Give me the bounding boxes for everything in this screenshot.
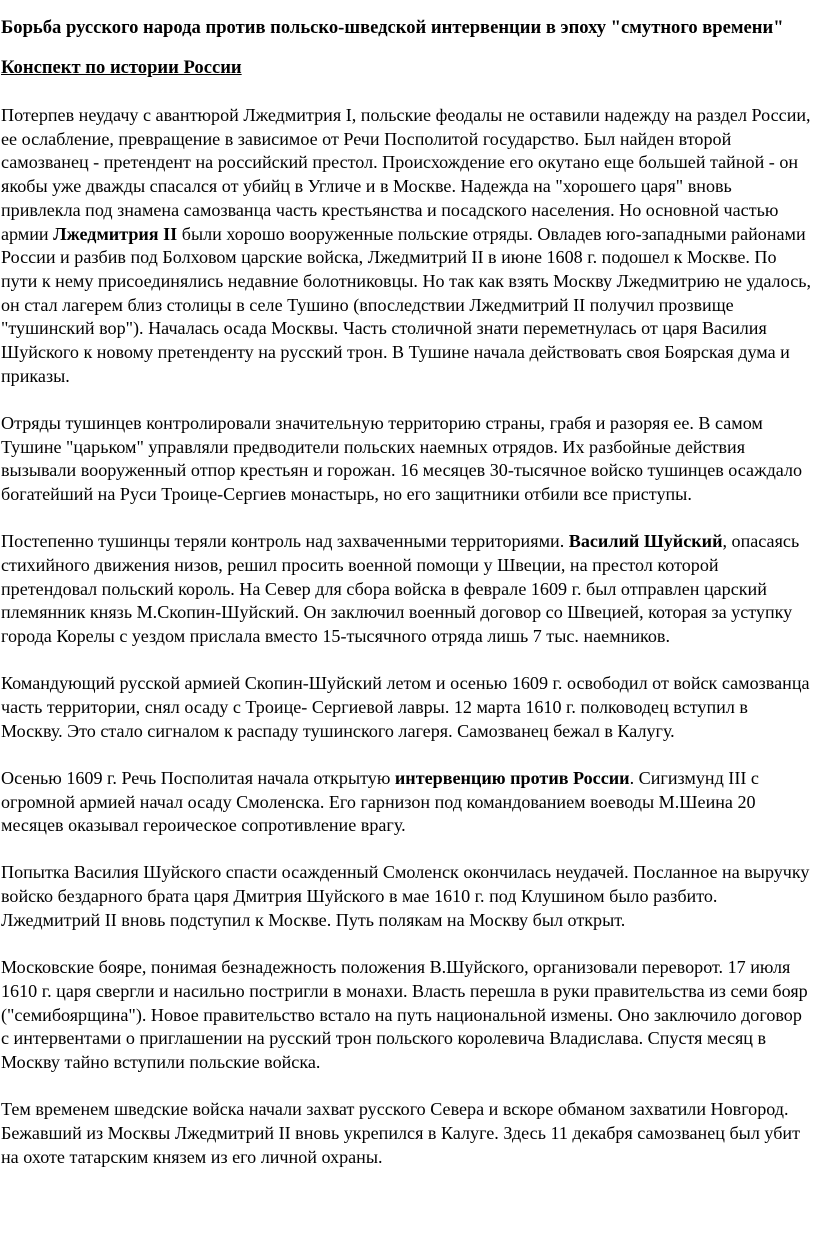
paragraph-5 (1, 767, 814, 838)
bold-term: интервенцию против России (394, 767, 630, 788)
bold-term: Лжедмитрия II (53, 223, 178, 244)
paragraph-3 (1, 530, 814, 649)
document-subtitle: Конспект по истории России (1, 57, 242, 78)
paragraph-text: Командующий русской армией Скопин-Шуйский летом и осенью 1609 г. освободил от войск самозванца часть территории, снял осаду с Троице- Сергиевой лавры. 12 марта 1610 г. полководец вступил в Москву. Это стало сигналом к распаду тушинского лагеря. Самозванец бежал в Калугу. (1, 673, 810, 741)
paragraph-8 (1, 1098, 814, 1169)
paragraph-2 (1, 412, 814, 507)
paragraph-text: были хорошо вооруженные польские отряды. Овладев юго-западными районами России и разбив под Болховом царские войска, Лжедмитрий II в июне 1608 г. подошел к Москве. По пути к нему присоединялись недавние болотниковцы. Но так как взять Москву Лжедмитрию не удалось, он стал лагерем близ столицы в селе Тушино (впоследствии Лжедмитрий II получил прозвище "тушинский вор"). Началась осада Москвы. Часть столичной знати переметнулась от царя Василия Шуйского к новому претенденту на русский трон. В Тушине начала действовать своя Боярская дума и приказы. (1, 223, 812, 386)
paragraph-7 (1, 956, 814, 1075)
paragraph-6 (1, 861, 814, 932)
paragraph-text: Потерпев неудачу с авантюрой Лжедмитрия I, польские феодалы не оставили надежду на раздел России, ее ослабление, превращение в зависимое от Речи Посполитой государство. Был найден второй самозванец - претендент на российский престол. Происхождение его окутано еще большей тайной - он якобы уже дважды спасался от убийц в Угличе и в Москве. Надежда на "хорошего царя" вновь привлекла под знамена самозванца часть крестьянства и посадского населения. Но основной частью армии (1, 105, 811, 244)
paragraph-text: Попытка Василия Шуйского спасти осажденный Смоленск окончилась неудачей. Посланное на выручку войско бездарного брата царя Дмитрия Шуйского в мае 1610 г. под Клушином было разбито. Лжедмитрий II вновь подступил к Москве. Путь полякам на Москву был открыт. (1, 862, 810, 930)
paragraph-text: Постепенно тушинцы теряли контроль над захваченными территориями. (1, 531, 569, 552)
paragraph-4 (1, 672, 814, 743)
paragraph-text: Московские бояре, понимая безнадежность положения В.Шуйского, организовали переворот. 17 июля 1610 г. царя свергли и насильно постригли в монахи. Власть перешла в руки правительства из семи бояр ("семибоярщина"). Новое правительство встало на путь национальной измены. Оно заключило договор с интервентами о приглашении на русский трон польского королевича Владислава. Спустя месяц в Москву тайно вступили польские войска. (1, 957, 808, 1072)
bold-term: Василий Шуйский (568, 531, 723, 552)
paragraph-text: Отряды тушинцев контролировали значительную территорию страны, грабя и разоряя ее. В самом Тушине "царьком" управляли предводители польских наемных отрядов. Их разбойные действия вызывали вооруженный отпор крестьян и горожан. 16 месяцев 30-тысячное войско тушинцев осаждало богатейший на Руси Троице-Сергиев монастырь, но его защитники отбили все приступы. (1, 412, 803, 505)
paragraph-1 (1, 104, 814, 388)
paragraph-text: Осенью 1609 г. Речь Посполитая начала открытую (1, 767, 395, 788)
document-title: Борьба русского народа против польско-шведской интервенции в эпоху "смутного времени" (1, 17, 784, 38)
paragraph-text: , опасаясь стихийного движения низов, решил просить военной помощи у Швеции, на престол которой претендовал польский король. На Север для сбора войска в феврале 1609 г. был отправлен царский племянник князь М.Скопин-Шуйский. Он заключил военный договор со Швецией, которая за уступку города Корелы с уездом прислала вместо 15-тысячного отряда лишь 7 тыс. наемников. (1, 531, 800, 647)
paragraph-text: . Сигизмунд III с огромной армией начал осаду Смоленска. Его гарнизон под командованием воеводы М.Шеина 20 месяцев оказывал героическое сопротивление врагу. (1, 767, 759, 836)
paragraph-text: Тем временем шведские войска начали захват русского Севера и вскоре обманом захватили Новгород. Бежавший из Москвы Лжедмитрий II вновь укрепился в Калуге. Здесь 11 декабря самозванец был убит на охоте татарским князем из его личной охраны. (1, 1099, 800, 1167)
